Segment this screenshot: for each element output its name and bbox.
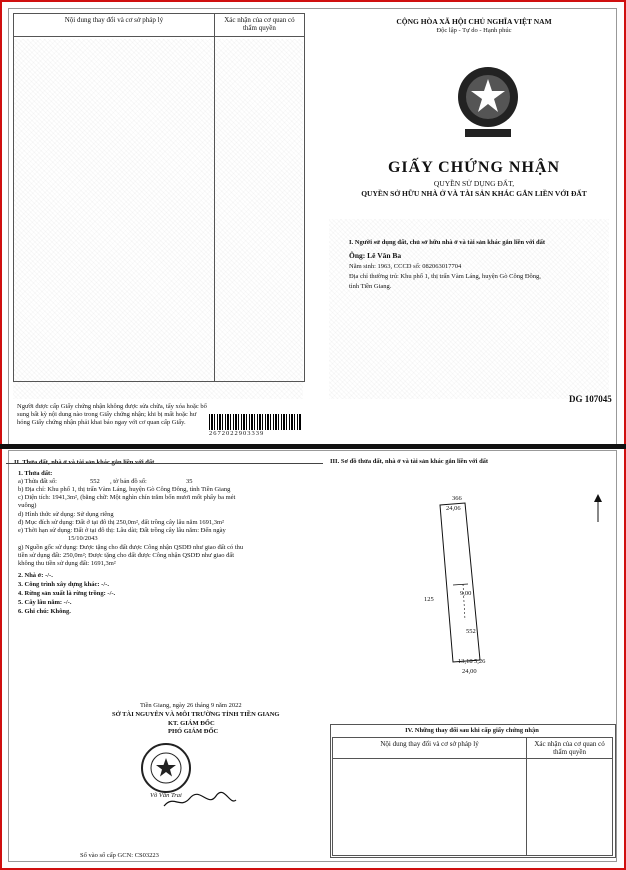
diagram-label: 5,26	[474, 658, 486, 665]
diagram-label: 24,00	[462, 668, 477, 675]
warning-footnote: Người được cấp Giấy chứng nhận không được sửa chữa, tẩy xóa hoặc bổ sung bất kỳ nội dung nào trong Giấy chứng nhận; khi bị mất hoặc hư hỏng Giấy chứng nhận phải khai báo ngay với cơ quan cấp Giấy.	[17, 403, 207, 426]
diagram-label: 9,00	[460, 590, 472, 597]
divider	[6, 463, 323, 464]
issuing-authority: SỞ TÀI NGUYÊN VÀ MÔI TRƯỜNG TỈNH TIỀN GIANG	[112, 711, 280, 718]
issue-date: Tiền Giang, ngày 26 tháng 9 năm 2022	[140, 702, 242, 709]
diagram-label: 13,18	[458, 658, 473, 665]
changes-table-bottom	[332, 737, 613, 856]
barcode-number: 2672022903339	[209, 430, 265, 437]
background-texture	[329, 219, 609, 399]
map-label: , tờ bản đồ số:	[110, 478, 147, 485]
table-header: Nội dung thay đổi và cơ sở pháp lý	[14, 14, 215, 37]
owner-address: tỉnh Tiền Giang.	[349, 283, 392, 290]
use-origin: tiền sử dụng đất: 250,0m²; Được tặng cho đất được Công nhận QSDĐ như giao đất	[18, 552, 235, 559]
land-heading: 1. Thửa đất:	[18, 470, 53, 477]
use-origin: không thu tiền sử dụng đất: 1691,3m²	[18, 560, 116, 567]
use-term: 15/10/2043	[68, 535, 98, 542]
use-origin: g) Nguồn gốc sử dụng: Được tặng cho đất được Công nhận QSDĐ như giao đất có thu	[18, 544, 244, 551]
table-header: Nội dung thay đổi và cơ sở pháp lý	[333, 738, 527, 759]
owner-name: Ông: Lê Văn Ba	[349, 251, 402, 260]
serial-number: DG 107045	[569, 394, 612, 404]
use-purpose: đ) Mục đích sử dụng: Đất ở tại đô thị 250,0m², đất trồng cây lâu năm 1691,3m²	[18, 519, 225, 526]
diagram-label: 125	[424, 596, 434, 603]
use-term: e) Thời hạn sử dụng: Đất ở tại đô thị: Lâu dài; Đất trồng cây lâu năm: Đến ngày	[18, 527, 226, 534]
parcel-number: 552	[90, 478, 100, 485]
house-line: 2. Nhà ở: -/-.	[18, 572, 53, 579]
certificate-title: GIẤY CHỨNG NHẬN	[387, 159, 561, 176]
republic-heading: CỘNG HÒA XÃ HỘI CHỦ NGHĨA VIỆT NAM	[396, 17, 552, 26]
diagram-label: 24,06	[446, 505, 461, 512]
section-heading: I. Người sử dụng đất, chủ sở hữu nhà ở và tài sản khác gắn liền với đất	[349, 239, 546, 246]
owner-address: Địa chỉ thường trú: Khu phố 1, thị trấn Vàm Láng, huyện Gò Công Đông,	[349, 273, 541, 280]
certificate-register-number: Số vào sổ cấp GCN: CS03223	[80, 852, 159, 859]
forest-line: 4. Rừng sản xuất là rừng trồng: -/-.	[18, 590, 116, 597]
certificate-cover	[8, 8, 617, 445]
signer-name: Võ Văn Trai	[150, 792, 182, 799]
changes-table-top	[13, 13, 305, 382]
official-seal-icon	[140, 742, 192, 794]
owner-id: Năm sinh: 1963, CCCD số: 082063017704	[349, 263, 462, 270]
barcode	[209, 414, 301, 430]
construction-line: 3. Công trình xây dựng khác: -/-.	[18, 581, 109, 588]
parcel-area: vuông)	[18, 502, 37, 509]
section-heading: III. Sơ đồ thửa đất, nhà ở và tài sản khác gắn liền với đất	[330, 458, 489, 465]
certificate-subtitle: QUYỀN SỞ HỮU NHÀ Ở VÀ TÀI SẢN KHÁC GẮN LIỀN VỚI ĐẤT	[361, 189, 587, 198]
section-heading: IV. Những thay đổi sau khi cấp giấy chứng nhận	[405, 727, 539, 734]
map-number: 35	[186, 478, 193, 485]
certificate-subtitle: QUYỀN SỬ DỤNG ĐẤT,	[433, 179, 515, 188]
signer-title: KT. GIÁM ĐỐC	[168, 720, 215, 727]
parcel-address: b) Địa chỉ: Khu phố 1, thị trấn Vàm Láng, huyện Gò Công Đông, tỉnh Tiền Giang	[18, 486, 231, 493]
parcel-area: c) Diện tích: 1941,3m², (bằng chữ: Một nghìn chín trăm bốn mươi mốt phẩy ba mét	[18, 494, 236, 501]
parcel-label: a) Thửa đất số:	[18, 478, 57, 485]
notes-line: 6. Ghi chú: Không.	[18, 608, 71, 615]
perennial-line: 5. Cây lâu năm: -/-.	[18, 599, 72, 606]
table-header: Xác nhận của cơ quan có thẩm quyền	[214, 14, 304, 37]
signer-title: PHÓ GIÁM ĐỐC	[168, 728, 219, 735]
motto: Độc lập - Tự do - Hạnh phúc	[436, 27, 512, 34]
section-heading: II. Thửa đất, nhà ở và tài sản khác gắn liền với đất	[14, 459, 155, 466]
table-header: Xác nhận của cơ quan có thẩm quyền	[527, 738, 613, 759]
sheet-separator	[0, 444, 626, 449]
diagram-label: 366	[452, 495, 462, 502]
diagram-label: 552	[466, 628, 476, 635]
national-emblem-icon	[455, 57, 521, 145]
use-form: d) Hình thức sử dụng: Sử dụng riêng	[18, 511, 114, 518]
parcel-diagram	[330, 470, 610, 690]
